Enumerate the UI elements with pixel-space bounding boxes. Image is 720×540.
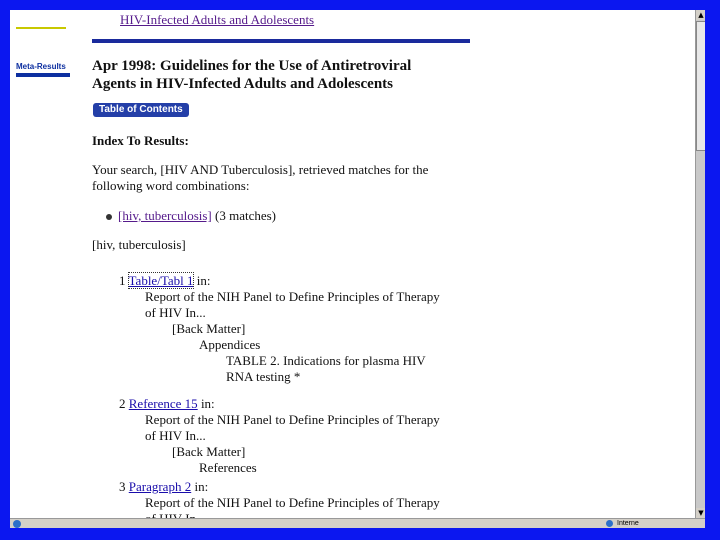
status-bar bbox=[10, 518, 705, 528]
result-section: [Back Matter] bbox=[172, 321, 246, 336]
section-heading: [hiv, tuberculosis] bbox=[92, 237, 186, 252]
result-doc-line: of HIV In... bbox=[145, 305, 206, 320]
result-in: in: bbox=[196, 273, 211, 288]
result-item bbox=[119, 273, 440, 385]
match-list-item bbox=[106, 208, 276, 224]
result-subsection: References bbox=[199, 460, 257, 475]
sidebar-frame bbox=[10, 10, 80, 518]
result-doc-line: Report of the NIH Panel to Define Principles of Therapy bbox=[145, 495, 440, 510]
vertical-scrollbar[interactable] bbox=[695, 10, 705, 518]
result-detail: RNA testing * bbox=[226, 369, 301, 384]
result-doc-line: Report of the NIH Panel to Define Principles of Therapy bbox=[145, 289, 440, 304]
result-number: 2 bbox=[119, 396, 126, 411]
security-zone-label: Interne bbox=[617, 520, 639, 527]
result-link[interactable]: Paragraph 2 bbox=[128, 479, 192, 494]
browser-window bbox=[10, 10, 705, 528]
match-link[interactable]: [hiv, tuberculosis] bbox=[118, 208, 212, 223]
result-number: 1 bbox=[119, 273, 126, 288]
result-item bbox=[119, 396, 440, 476]
scroll-up-icon[interactable]: ▲ bbox=[696, 10, 705, 20]
match-count: (3 matches) bbox=[215, 208, 277, 223]
index-heading: Index To Results: bbox=[92, 133, 189, 148]
sidebar-accent-bar bbox=[16, 73, 70, 77]
result-subsection: Appendices bbox=[199, 337, 261, 352]
result-detail: TABLE 2. Indications for plasma HIV bbox=[226, 353, 426, 368]
search-summary-line2: following word combinations: bbox=[92, 178, 250, 193]
scroll-thumb[interactable] bbox=[696, 21, 705, 151]
result-doc-line: of HIV In... bbox=[145, 428, 206, 443]
scroll-down-icon[interactable]: ▼ bbox=[696, 508, 705, 518]
result-link[interactable]: Table/Tabl 1 bbox=[128, 273, 194, 288]
table-of-contents-button[interactable]: Table of Contents bbox=[93, 103, 189, 117]
result-link[interactable]: Reference 15 bbox=[128, 396, 198, 411]
page-title-line2: Agents in HIV-Infected Adults and Adolescents bbox=[92, 76, 394, 92]
search-summary bbox=[92, 162, 472, 194]
result-in: in: bbox=[200, 396, 215, 411]
bullet-icon bbox=[106, 214, 112, 220]
meta-results-link[interactable]: Meta-Results bbox=[16, 62, 66, 71]
search-summary-line1: Your search, [HIV AND Tuberculosis], retrieved matches for the bbox=[92, 162, 429, 177]
page-title-line1: Apr 1998: Guidelines for the Use of Antiretroviral bbox=[92, 58, 412, 74]
globe-icon bbox=[606, 520, 613, 527]
result-section: [Back Matter] bbox=[172, 444, 246, 459]
breadcrumb-link[interactable]: HIV-Infected Adults and Adolescents bbox=[120, 12, 315, 27]
title-divider bbox=[92, 39, 470, 43]
sidebar-rule bbox=[16, 27, 66, 29]
result-doc-line: Report of the NIH Panel to Define Principles of Therapy bbox=[145, 412, 440, 427]
result-number: 3 bbox=[119, 479, 126, 494]
page-title bbox=[92, 57, 492, 93]
page-status-icon bbox=[13, 520, 21, 528]
result-in: in: bbox=[194, 479, 209, 494]
